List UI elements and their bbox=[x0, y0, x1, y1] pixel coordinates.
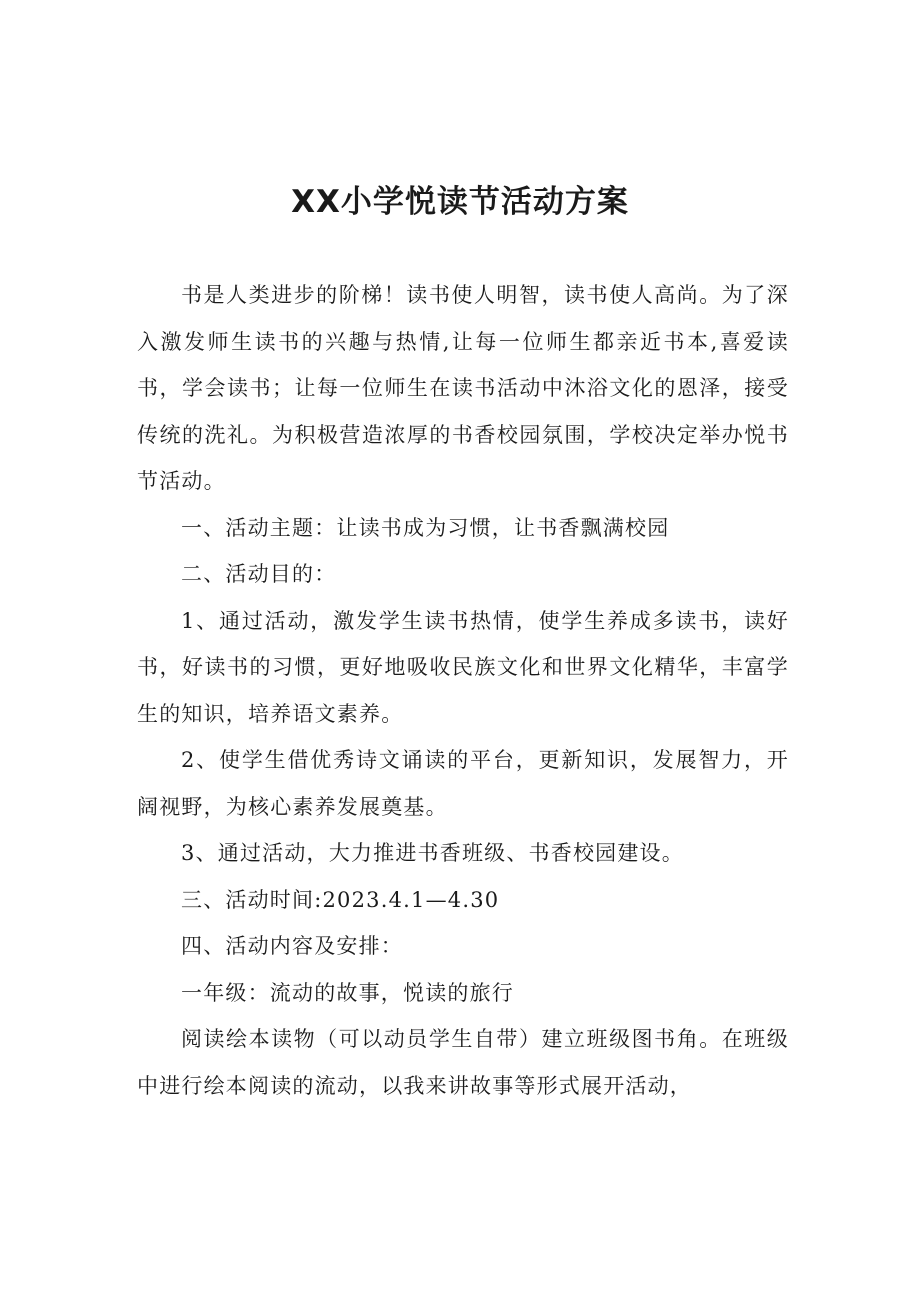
grade-one-heading: 一年级：流动的故事，悦读的旅行 bbox=[181, 980, 514, 1005]
section-purpose-heading: 二、活动目的： bbox=[181, 562, 337, 586]
purpose-item-1: 1、通过活动，激发学生读书热情，使学生养成多读书，读好书，好读书的习惯，更好地吸收民族文化和世界文化精华，丰富学生的知识，培养语文素养。 bbox=[137, 608, 789, 726]
document-title: XX小学悦读节活动方案 bbox=[291, 184, 629, 220]
purpose-item-3: 3、通过活动，大力推进书香班级、书香校园建设。 bbox=[181, 841, 684, 865]
grade-one-paragraph: 阅读绘本读物（可以动员学生自带）建立班级图书角。在班级中进行绘本阅读的流动，以我来讲故事等形式展开活动， bbox=[137, 1027, 789, 1098]
purpose-item-2: 2、使学生借优秀诗文诵读的平台，更新知识，发展智力，开阔视野，为核心素养发展奠基。 bbox=[137, 748, 789, 819]
section-time: 三、活动时间:2023.4.1—4.30 bbox=[181, 887, 500, 912]
section-theme: 一、活动主题：让读书成为习惯，让书香飘满校园 bbox=[181, 515, 670, 540]
intro-paragraph: 书是人类进步的阶梯！读书使人明智，读书使人高尚。为了深入激发师生读书的兴趣与热情,让每一位师生都亲近书本,喜爱读书，学会读书；让每一位师生在读书活动中沐浴文化的恩泽，接受传统的洗礼。为积极营造浓厚的书香校园氛围，学校决定举办悦书节活动。 bbox=[137, 283, 789, 493]
section-content-heading: 四、活动内容及安排： bbox=[181, 934, 403, 958]
document-body bbox=[137, 272, 789, 1109]
